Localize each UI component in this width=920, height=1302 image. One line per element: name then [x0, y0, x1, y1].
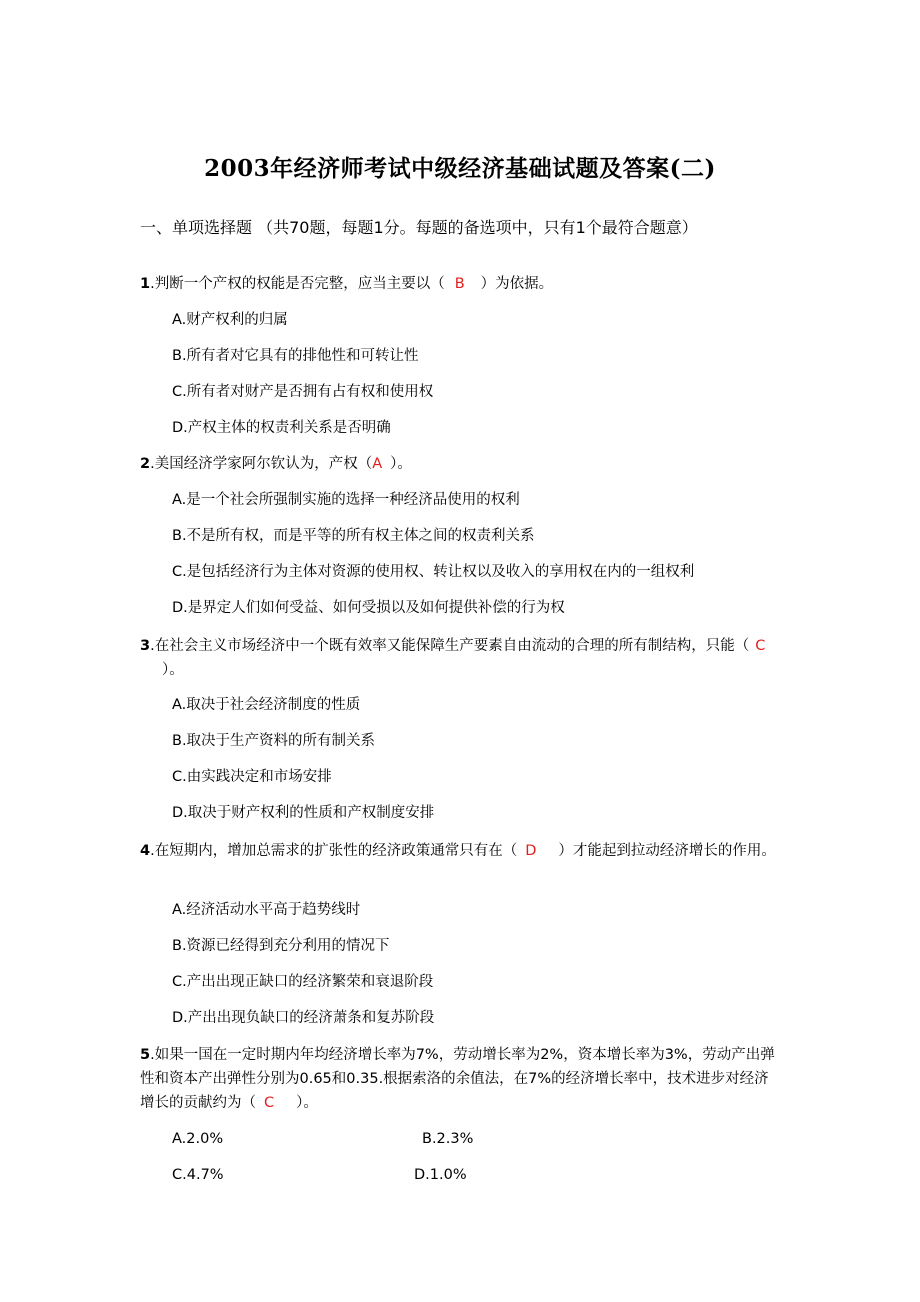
option-a: A.财产权利的归属	[172, 312, 288, 328]
option-a: A.是一个社会所强制实施的选择一种经济品使用的权利	[172, 492, 520, 508]
answer-mark: C	[264, 1095, 275, 1111]
question-5	[140, 1043, 780, 1115]
question-2	[140, 452, 780, 476]
option-b: B.取决于生产资料的所有制关系	[172, 733, 376, 749]
option-b: B.所有者对它具有的排他性和可转让性	[172, 348, 419, 364]
answer-mark: D	[525, 843, 537, 859]
option-d: D.1.0%	[414, 1167, 467, 1183]
option-b: B.2.3%	[422, 1131, 474, 1147]
question-number: 4	[140, 843, 151, 859]
question-text-end: ）。	[296, 1095, 318, 1111]
option-c: C.4.7%	[172, 1167, 224, 1183]
option-d: D.产权主体的权责利关系是否明确	[172, 420, 391, 436]
option-a: A.经济活动水平高于趋势线时	[172, 902, 361, 918]
question-text: .在社会主义市场经济中一个既有效率又能保障生产要素自由流动的合理的所有制结构，只能（	[150, 638, 750, 654]
option-d: D.取决于财产权利的性质和产权制度安排	[172, 805, 435, 821]
option-b: B.资源已经得到充分利用的情况下	[172, 938, 390, 954]
option-d: D.是界定人们如何受益、如何受损以及如何提供补偿的行为权	[172, 600, 565, 616]
question-text: .美国经济学家阿尔钦认为，产权（	[150, 456, 373, 472]
question-number: 2	[140, 456, 151, 472]
option-c: C.是包括经济行为主体对资源的使用权、转让权以及收入的享用权在内的一组权利	[172, 564, 695, 580]
option-c: C.由实践决定和市场安排	[172, 769, 332, 785]
answer-mark: C	[755, 638, 766, 654]
question-text: .如果一国在一定时期内年均经济增长率为7%，劳动增长率为2%，资本增长率为3%，劳动产出弹性和资本产出弹性分别为0.65和0.35.根据索洛的余值法，在7%的经济增长率中，技术进步对经济增长的贡献约为（	[140, 1047, 775, 1111]
question-number: 5	[140, 1047, 151, 1063]
question-text-end: ）。	[162, 662, 184, 678]
document-title: 2003年经济师考试中级经济基础试题及答案(二)	[204, 155, 716, 182]
question-text-end: ）才能起到拉动经济增长的作用。	[558, 843, 776, 859]
question-4	[140, 839, 780, 863]
question-number: 1	[140, 276, 151, 292]
option-c: C.所有者对财产是否拥有占有权和使用权	[172, 384, 434, 400]
question-1	[140, 272, 780, 296]
answer-mark: B	[454, 276, 465, 292]
answer-mark: A	[372, 456, 383, 472]
section-heading: 一、单项选择题 （共70题，每题1分。每题的备选项中，只有1个最符合题意）	[140, 218, 698, 237]
option-a: A.2.0%	[172, 1131, 224, 1147]
question-number: 3	[140, 638, 151, 654]
question-text-end: ）为依据。	[480, 276, 554, 292]
question-3	[140, 634, 780, 682]
option-a: A.取决于社会经济制度的性质	[172, 697, 361, 713]
option-c: C.产出出现正缺口的经济繁荣和衰退阶段	[172, 974, 434, 990]
option-d: D.产出出现负缺口的经济萧条和复苏阶段	[172, 1010, 435, 1026]
question-text: .在短期内，增加总需求的扩张性的经济政策通常只有在（	[150, 843, 518, 859]
option-b: B.不是所有权，而是平等的所有权主体之间的权责利关系	[172, 528, 535, 544]
question-text: .判断一个产权的权能是否完整，应当主要以（	[150, 276, 445, 292]
question-text-end: ）。	[390, 456, 412, 472]
